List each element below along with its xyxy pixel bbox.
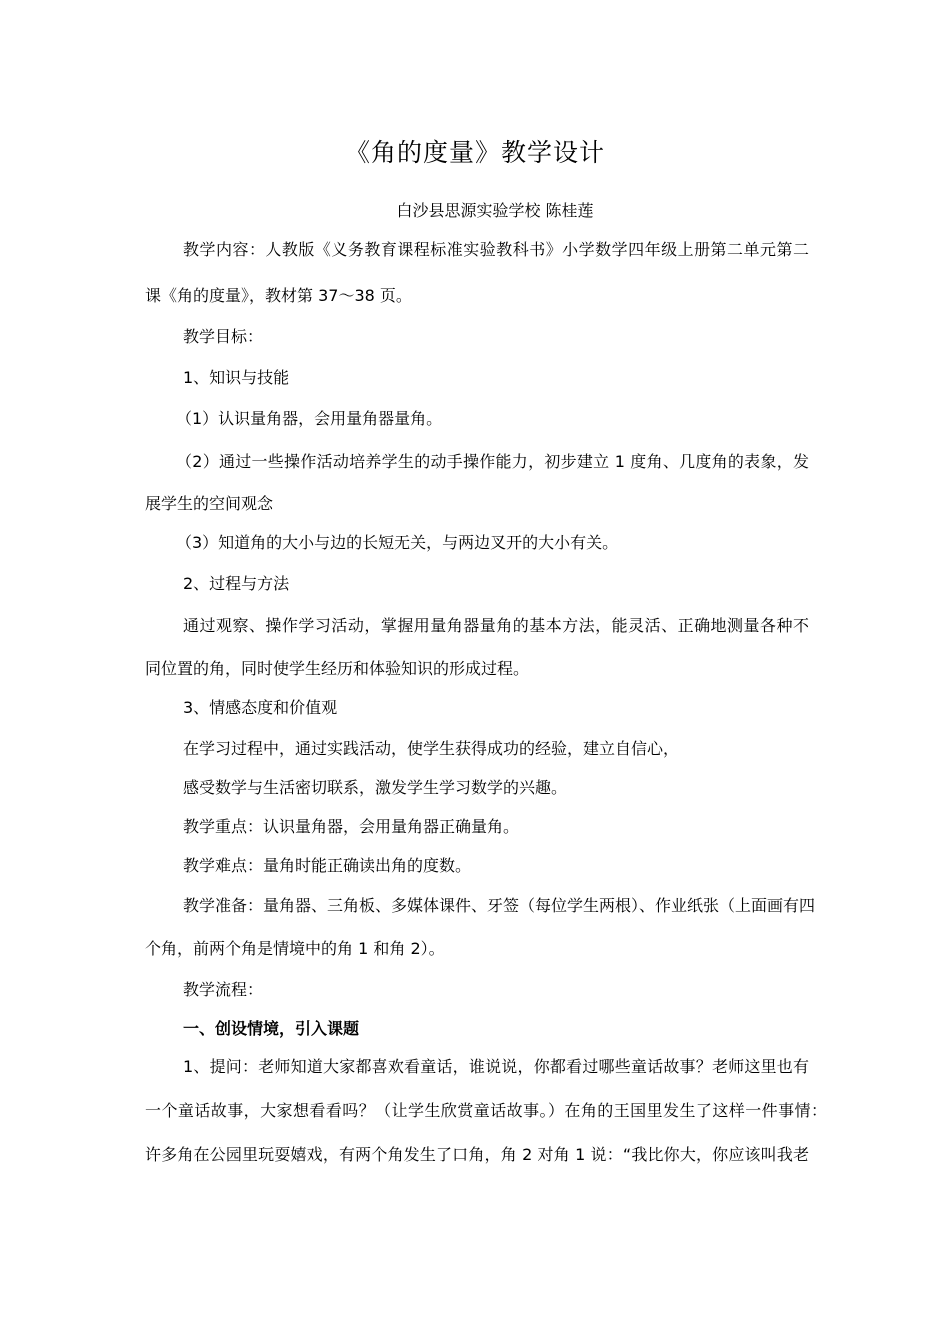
list-item: （1）认识量角器，会用量角器量角。 bbox=[176, 409, 443, 428]
paragraph-line: （2）通过一些操作活动培养学生的动手操作能力，初步建立 1 度角、几度角的表象，发 bbox=[176, 452, 809, 471]
subsection-heading: 2、过程与方法 bbox=[183, 574, 290, 593]
paragraph-line: 个角，前两个角是情境中的角 1 和角 2）。 bbox=[145, 939, 445, 958]
list-item: （3）知道角的大小与边的长短无关，与两边叉开的大小有关。 bbox=[176, 533, 619, 552]
paragraph-line: 展学生的空间观念 bbox=[145, 494, 274, 513]
paragraph-line: 许多角在公园里玩耍嬉戏，有两个角发生了口角，角 2 对角 1 说：“我比你大，你应该叫我老 bbox=[145, 1145, 809, 1164]
key-point: 教学重点：认识量角器，会用量角器正确量角。 bbox=[183, 817, 520, 836]
document-title: 《角的度量》教学设计 bbox=[344, 138, 605, 167]
section-heading: 教学流程： bbox=[183, 980, 264, 999]
paragraph-line: 教学准备：量角器、三角板、多媒体课件、牙签（每位学生两根）、作业纸张（上面画有四 bbox=[183, 896, 816, 915]
difficulty: 教学难点：量角时能正确读出角的度数。 bbox=[183, 856, 472, 875]
section-heading: 教学目标： bbox=[183, 327, 264, 346]
paragraph-line: 教学内容：人教版《义务教育课程标准实验教科书》小学数学四年级上册第二单元第二 bbox=[183, 240, 809, 259]
subsection-heading: 1、知识与技能 bbox=[183, 368, 290, 387]
document-author: 白沙县思源实验学校 陈桂莲 bbox=[396, 201, 594, 220]
paragraph-line: 在学习过程中，通过实践活动，使学生获得成功的经验，建立自信心， bbox=[183, 739, 680, 758]
subsection-heading: 3、情感态度和价值观 bbox=[183, 698, 338, 717]
paragraph-line: 一个童话故事，大家想看看吗？（让学生欣赏童话故事。）在角的王国里发生了这样一件事情： bbox=[145, 1101, 827, 1120]
paragraph-line: 课《角的度量》，教材第 37～38 页。 bbox=[145, 286, 412, 305]
paragraph-line: 同位置的角，同时使学生经历和体验知识的形成过程。 bbox=[145, 659, 530, 678]
section-heading: 一、创设情境，引入课题 bbox=[183, 1019, 360, 1038]
paragraph-line: 感受数学与生活密切联系，激发学生学习数学的兴趣。 bbox=[183, 778, 568, 797]
paragraph-line: 1、提问：老师知道大家都喜欢看童话，谁说说，你都看过哪些童话故事？老师这里也有 bbox=[183, 1057, 809, 1076]
paragraph-line: 通过观察、操作学习活动，掌握用量角器量角的基本方法，能灵活、正确地测量各种不 bbox=[183, 616, 809, 635]
